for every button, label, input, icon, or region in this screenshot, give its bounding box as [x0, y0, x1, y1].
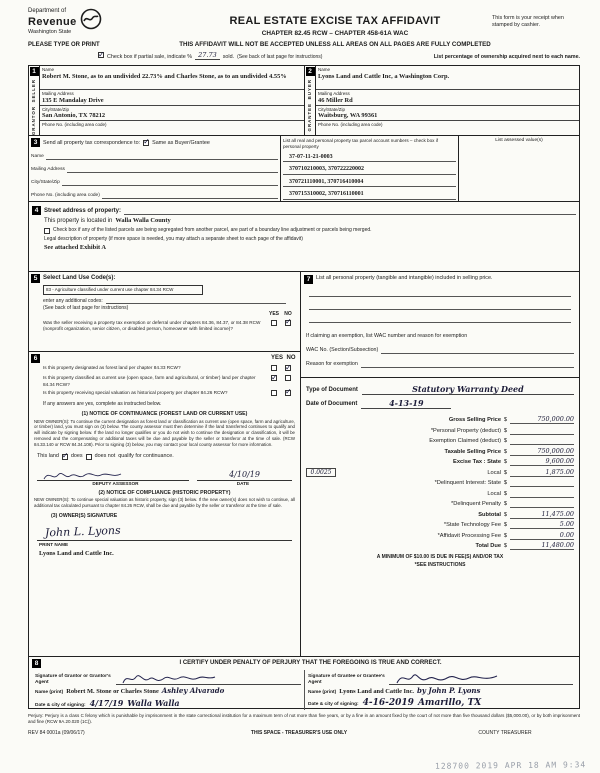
- reason-label: Reason for exemption: [306, 361, 358, 368]
- wac-label: WAC No. (Section/Subsection): [306, 347, 379, 354]
- currency-sign: $: [503, 522, 508, 529]
- taxable-selling-price-label: Taxable Selling Price: [444, 448, 501, 455]
- wac-field[interactable]: [381, 347, 574, 354]
- form-header: [28, 8, 580, 38]
- mailing-label: Mailing Address: [42, 91, 74, 97]
- notice-continuance-body: NEW OWNER(S): To continue the current designation as forest land or classification as current use (open space, farm and agriculture, or timber) land, you must sign on (3) below. The county assessor must then determine if the land transferred continues to qualify and will indicate by signing below. If the land no longer qualifies or you do not wish to continue the designation or classification, it will be removed and the compensating or additional taxes will be due and payable by the seller or transferor at the time of sale. (RCW 84.33.140 or RCW 84.34.108). Prior to signing (3) below, you may contact your local county assessor for more information.: [34, 418, 295, 448]
- buyer-mailing-field[interactable]: [316, 90, 579, 105]
- classification-section: [29, 352, 300, 656]
- corr-name-field[interactable]: [46, 153, 278, 160]
- same-as-buyer-checkbox[interactable]: [143, 140, 149, 146]
- owner-signature-value: John L. Lyons: [44, 523, 121, 540]
- receipt-note: This form is your receipt when stamped by cashier.: [492, 15, 564, 28]
- please-type-label: PLEASE TYPE OR PRINT: [28, 41, 100, 48]
- grantee-city-value: Amarillo, TX: [417, 698, 482, 709]
- personal-property-field[interactable]: [309, 284, 571, 297]
- partial-sale-checkbox[interactable]: [98, 52, 104, 58]
- type-of-document-value: Statutory Warranty Deed: [362, 384, 574, 395]
- subtotal-value: 11,475.00: [510, 510, 574, 519]
- phone-label: Phone No. (including area code): [42, 122, 107, 128]
- county-treasurer-label: COUNTY TREASURER: [478, 729, 532, 736]
- deferral-yes-checkbox[interactable]: [271, 320, 277, 326]
- see-back-note: (See back of last page for instructions): [237, 54, 323, 61]
- deputy-assessor-signature-line[interactable]: [37, 468, 189, 481]
- located-in-label: This property is located in: [44, 217, 113, 224]
- buyer-rail: [305, 66, 316, 135]
- seller-section: [29, 66, 304, 135]
- qualify-line: [37, 453, 298, 460]
- personal-property-deduct-label: *Personal Property (deduct): [430, 427, 501, 434]
- delinquent-interest-state-value: [510, 486, 574, 487]
- date-of-document-value: 4-13-19: [361, 398, 451, 409]
- gross-selling-price-value: 750,000.00: [510, 415, 574, 424]
- seller-rail-top: SELLER: [31, 79, 37, 103]
- section-4-badge: 4: [32, 206, 41, 215]
- deferral-question: Was the seller receiving a property tax exemption or deferral under chapters 84.36, 84.37, or 84.38 RCW (nonprofit organization, senior citizen, or disabled person, homeowner with limited income)?: [43, 319, 261, 331]
- grantee-certification: [304, 670, 576, 709]
- date-city-label: Date & city of signing:: [35, 703, 86, 709]
- corr-phone-field[interactable]: [102, 192, 278, 199]
- grantor-name-hand: Ashley Alvarado: [161, 686, 225, 696]
- section-2-badge: 2: [306, 67, 315, 76]
- deputy-assessor-signature: [41, 468, 131, 482]
- grantor-city-value: Walla Walla: [127, 698, 180, 709]
- grantee-signature-line[interactable]: [389, 670, 573, 685]
- see-back-note-2: (See back of last page for instructions): [43, 305, 129, 311]
- perjury-statement: Perjury: Perjury is a class C felony which is punishable by imprisonment in the state correctional institution for a maximum term of not more than five years, or by a fine in an amount fixed by the court of not more than five thousand dollars ($5,000.00), or by both imprisonment and fine (RCW 9A.20.020 (1C)).: [28, 713, 580, 725]
- mailing-label: Mailing Address: [318, 91, 350, 97]
- does-not-qualify-checkbox[interactable]: [86, 454, 92, 460]
- buyer-mailing-value: 46 Miller Rd: [318, 96, 353, 104]
- money-row: [306, 498, 574, 509]
- exemption-claimed-label: Exemption Claimed (deduct): [429, 438, 501, 445]
- currency-sign: $: [503, 532, 508, 539]
- currency-sign: $: [503, 438, 508, 445]
- currency-sign: $: [503, 480, 508, 487]
- correspondence-label: Send all property tax correspondence to:: [43, 139, 141, 146]
- section-5-badge: 5: [31, 274, 40, 283]
- no-header: NO: [286, 355, 296, 362]
- date-of-document-label: Date of Document: [306, 401, 358, 408]
- assessed-values-section: [459, 136, 579, 201]
- currency-sign: $: [503, 501, 508, 508]
- located-in-value: Walla Walla County: [115, 217, 171, 225]
- buyer-name-value: Lyons Land and Cattle Inc, a Washington Corp.: [318, 73, 450, 80]
- land-use-label: Select Land Use Code(s):: [43, 275, 116, 282]
- print-name-label: PRINT NAME: [39, 541, 69, 547]
- grantee-name-print: Lyons Land and Cattle Inc.: [339, 688, 415, 696]
- buyer-phone-field[interactable]: [316, 121, 579, 135]
- currency-sign: $: [503, 469, 508, 476]
- currency-sign: $: [503, 511, 508, 518]
- minimum-fee-note: A MINIMUM OF $10.00 IS DUE IN FEE(S) AND/OR TAX: [376, 554, 504, 561]
- revenue-label: Revenue: [28, 15, 77, 28]
- dor-logo-icon: [80, 8, 102, 36]
- washington-state-label: Washington State: [28, 29, 72, 36]
- grantee-date-value: 4-16-2019: [362, 698, 414, 709]
- delinquent-interest-state-label: *Delinquent Interest: State: [434, 480, 501, 487]
- money-row: [306, 466, 574, 477]
- print-name-value: Lyons Land and Cattle Inc.: [39, 549, 114, 557]
- section-6-badge: 6: [31, 354, 40, 363]
- tax-correspondence-section: [29, 136, 281, 201]
- delinquent-interest-local-value: [510, 497, 574, 498]
- name-print-label: Name (print): [308, 690, 337, 696]
- partial-sale-suffix: sold.: [222, 54, 235, 61]
- document-block: [301, 377, 579, 409]
- see-instructions-note: *SEE INSTRUCTIONS: [414, 561, 466, 568]
- form-chapter: CHAPTER 82.45 RCW – CHAPTER 458-61A WAC: [261, 29, 409, 37]
- current-use-no-checkbox[interactable]: [285, 375, 291, 381]
- corr-mailing-field[interactable]: [67, 166, 278, 173]
- partial-sale-percent: 27.73: [195, 51, 220, 60]
- state-technology-fee-label: *State Technology Fee: [443, 522, 501, 529]
- buyer-section: [304, 66, 579, 135]
- seller-name-field[interactable]: [40, 66, 304, 90]
- historic-question: Is this property receiving special valuation as historical property per chapter 84.26 RCW?: [43, 389, 228, 395]
- corr-name-label: Name: [31, 154, 44, 160]
- city-label: City/State/Zip: [42, 106, 70, 112]
- segregated-checkbox[interactable]: [44, 228, 50, 234]
- grantor-certification: [32, 670, 304, 709]
- buyer-rail-top: BUYER: [307, 79, 313, 100]
- qualify-prefix: This land: [37, 453, 59, 460]
- seller-name-value: Robert M. Stone, as to an undivided 22.73% and Charles Stone, as to an undivided 4.55%: [42, 73, 287, 80]
- parties-row: [28, 65, 580, 136]
- name-label: Name: [42, 67, 55, 73]
- land-use-section: [29, 272, 300, 352]
- section-7-badge: 7: [304, 275, 313, 284]
- section-8-badge: 8: [32, 659, 41, 668]
- personal-property-field[interactable]: [309, 297, 571, 310]
- currency-sign: $: [503, 490, 508, 497]
- legal-description-value: See attached Exhibit A: [44, 243, 106, 251]
- parcel-number: 370710210003, 370722220002: [283, 166, 456, 175]
- corr-city-field[interactable]: [62, 179, 278, 186]
- assessed-values-header: List assessed value(s): [495, 138, 543, 144]
- excise-tax-state-value: 9,600.00: [510, 457, 574, 466]
- money-row: [306, 456, 574, 467]
- forest-no-checkbox[interactable]: [285, 365, 291, 371]
- exemption-claimed-value: [510, 444, 574, 445]
- money-row: [306, 477, 574, 488]
- deferral-no-checkbox[interactable]: [285, 320, 291, 326]
- corr-city-label: City/State/Zip: [31, 180, 60, 186]
- partial-sale-label: Check box if partial sale, indicate %: [107, 54, 193, 61]
- delinquent-penalty-value: [510, 507, 574, 508]
- section-1-badge: 1: [30, 67, 39, 76]
- seller-rail: [29, 66, 40, 135]
- notice-continuance-title: (1) NOTICE OF CONTINUANCE (FOREST LAND OR CURRENT USE): [81, 411, 248, 417]
- grantee-signature-label: Signature of Grantee or Grantee's Agent: [308, 673, 385, 685]
- affidavit-processing-fee-value: 0.00: [510, 531, 574, 540]
- money-row: [306, 445, 574, 456]
- money-row: [306, 424, 574, 435]
- yes-header: YES: [270, 355, 283, 362]
- total-due-label: Total Due: [475, 543, 501, 550]
- type-of-document-label: Type of Document: [306, 387, 358, 394]
- seller-city-field[interactable]: [40, 106, 304, 121]
- delinquent-interest-local-label: Local: [487, 490, 501, 497]
- name-label: Name: [318, 67, 331, 73]
- excise-tax-local-value: 1,875.00: [510, 468, 574, 477]
- legal-description-label: Legal description of property (if more space is needed, you may attach a separate sheet to each page of the affidavit): [44, 235, 303, 242]
- correspondence-parcels-row: [28, 136, 580, 202]
- rev-number: REV 84 0001a (09/06/17): [28, 729, 85, 736]
- personal-property-label: List all personal property (tangible and intangible) included in selling price.: [316, 275, 493, 282]
- yes-header: YES: [268, 311, 279, 318]
- does-qualify-checkbox[interactable]: [62, 454, 68, 460]
- does-label: does: [70, 453, 83, 460]
- does-not-label: does not: [94, 453, 116, 460]
- money-row: [306, 529, 574, 540]
- form-footer: [28, 730, 580, 736]
- buyer-name-field[interactable]: [316, 66, 579, 90]
- subtotal-label: Subtotal: [478, 511, 501, 518]
- grantor-signature-label: Signature of Grantor or Grantor's Agent: [35, 673, 111, 685]
- land-use-code-value: 83 - Agriculture classified under current use chapter 84.34 RCW: [46, 287, 174, 293]
- phone-label: Phone No. (including area code): [318, 122, 383, 128]
- currency-sign: $: [503, 417, 508, 424]
- money-row: [306, 435, 574, 446]
- title-block: [178, 8, 492, 38]
- excise-tax-local-label: Local: [487, 469, 501, 476]
- cashier-stamp: 128700 2019 APR 18 AM 9:34: [434, 760, 587, 771]
- date-city-label: Date & city of signing:: [308, 702, 359, 708]
- city-label: City/State/Zip: [318, 106, 346, 112]
- total-due-value: 11,480.00: [510, 541, 574, 550]
- notice-compliance-body: NEW OWNER(S): To continue special valuation as historic property, sign (3) below. If the new owner(s) does not wish to continue, all additional tax calculated pursuant to chapter 84.26 RCW, shall be due and payable by the seller or transferor at the time of sale.: [34, 497, 295, 509]
- notice-compliance-title: (2) NOTICE OF COMPLIANCE (HISTORIC PROPERTY): [98, 489, 231, 496]
- personal-property-deduct-value: [510, 434, 574, 435]
- street-address-field[interactable]: [124, 208, 576, 215]
- dept-of-label: Department of: [28, 8, 67, 14]
- section-3-badge: 3: [31, 138, 40, 147]
- money-row: [306, 519, 574, 530]
- property-location-section: [28, 202, 580, 272]
- money-row: [306, 508, 574, 519]
- land-use-code-box[interactable]: [43, 285, 203, 295]
- local-rate-box: 0.0025: [306, 468, 336, 477]
- state-technology-fee-value: 5.00: [510, 520, 574, 529]
- dor-logo-text: [28, 8, 77, 36]
- right-column: [301, 272, 579, 656]
- current-use-question: Is this property classified as current use (open space, farm and agricultural, or timber) land per chapter 84.34 RCW?: [43, 375, 256, 387]
- dor-logo: [28, 8, 178, 36]
- buyer-city-value: Waitsburg, WA 99361: [318, 112, 378, 120]
- parcel-number: 37-07-11-21-0003: [283, 154, 456, 163]
- partial-sale-row: [98, 52, 580, 61]
- parcel-number: 370715310002, 370716110001: [283, 191, 456, 200]
- excise-tax-state-label: Excise Tax : State: [453, 459, 501, 466]
- delinquent-penalty-label: *Delinquent Penalty: [451, 501, 501, 508]
- street-address-label: Street address of property:: [44, 207, 122, 214]
- left-column: [29, 272, 301, 656]
- reason-field[interactable]: [361, 361, 574, 368]
- form-title: REAL ESTATE EXCISE TAX AFFIDAVIT: [229, 15, 441, 27]
- main-columns: [28, 272, 580, 657]
- seller-mailing-field[interactable]: [40, 90, 304, 105]
- grantor-date-value: 4/17/19: [89, 698, 124, 709]
- current-use-yes-checkbox[interactable]: [271, 375, 277, 381]
- parcel-numbers-section: [281, 136, 459, 201]
- parcel-header: List all real and personal property tax parcel account numbers – check box if personal property: [283, 138, 438, 150]
- taxable-selling-price-value: 750,000.00: [510, 447, 574, 456]
- grantee-signature: [393, 671, 503, 686]
- historic-no-checkbox[interactable]: [285, 390, 291, 396]
- forest-yes-checkbox[interactable]: [271, 365, 277, 371]
- treasurer-space-label: THIS SPACE - TREASURER'S USE ONLY: [250, 729, 348, 736]
- buyer-rail-bottom: GRANTEE: [307, 102, 313, 132]
- owner-signature-title: (3) OWNER(S) SIGNATURE: [51, 513, 118, 520]
- segregated-label: Check box if any of the listed parcels are being segregated from another parcel, are part of a boundary line adjustment or parcels being merged.: [53, 227, 372, 234]
- deputy-assessor-label: DEPUTY ASSESSOR: [92, 480, 139, 486]
- money-row: [306, 487, 574, 498]
- seller-mailing-value: 135 E Mandalay Drive: [42, 96, 104, 104]
- parcel-number: 370721110001, 370716410004: [283, 179, 456, 188]
- forest-land-question: Is this property designated as forest land per chapter 84.33 RCW?: [43, 365, 181, 371]
- corr-mailing-label: Mailing Address: [31, 167, 65, 173]
- deputy-date-line[interactable]: [197, 468, 292, 481]
- additional-codes-field[interactable]: [106, 297, 286, 304]
- currency-sign: $: [503, 427, 508, 434]
- deputy-date-value: 4/10/19: [229, 469, 260, 479]
- money-section: [301, 414, 579, 551]
- grantor-name-print: Robert M. Stone or Charles Stone: [66, 688, 159, 696]
- type-or-print-row: [28, 41, 580, 50]
- grantee-name-hand: by John P. Lyons: [417, 686, 481, 696]
- exemption-intro: If claiming an exemption, list WAC number and reason for exemption: [306, 333, 468, 340]
- qualify-suffix: qualify for continuance.: [118, 453, 174, 460]
- money-row: [306, 540, 574, 551]
- currency-sign: $: [503, 543, 508, 550]
- exemption-section: [301, 333, 579, 368]
- currency-sign: $: [503, 448, 508, 455]
- seller-city-value: San Antonio, TX 78212: [42, 112, 106, 120]
- personal-property-field[interactable]: [309, 310, 571, 323]
- name-print-label: Name (print): [35, 690, 64, 696]
- money-row: [306, 414, 574, 425]
- grantor-signature-line[interactable]: [116, 670, 301, 685]
- currency-sign: $: [503, 459, 508, 466]
- buyer-city-field[interactable]: [316, 106, 579, 121]
- affidavit-processing-fee-label: *Affidavit Processing Fee: [437, 532, 501, 539]
- historic-yes-checkbox[interactable]: [271, 390, 277, 396]
- seller-phone-field[interactable]: [40, 121, 304, 135]
- same-as-buyer-label: Same as Buyer/Grantee: [152, 139, 210, 146]
- no-header: NO: [284, 311, 292, 318]
- ownership-note: List percentage of ownership acquired next to each name.: [433, 54, 580, 61]
- warning-text: THIS AFFIDAVIT WILL NOT BE ACCEPTED UNLESS ALL AREAS ON ALL PAGES ARE FULLY COMPLETED: [179, 40, 491, 48]
- grantor-signature: [120, 671, 220, 686]
- certification-section: [28, 657, 580, 709]
- gross-selling-price-label: Gross Selling Price: [448, 417, 501, 424]
- date-label: DATE: [236, 480, 250, 486]
- seller-rail-bottom: GRANTOR: [31, 105, 37, 135]
- answers-note: If any answers are yes, complete as instructed below.: [43, 400, 162, 407]
- additional-codes-label: enter any additional codes:: [43, 297, 103, 304]
- corr-phone-label: Phone No. (including area code): [31, 193, 100, 199]
- certification-statement: I CERTIFY UNDER PENALTY OF PERJURY THAT THE FOREGOING IS TRUE AND CORRECT.: [179, 660, 442, 667]
